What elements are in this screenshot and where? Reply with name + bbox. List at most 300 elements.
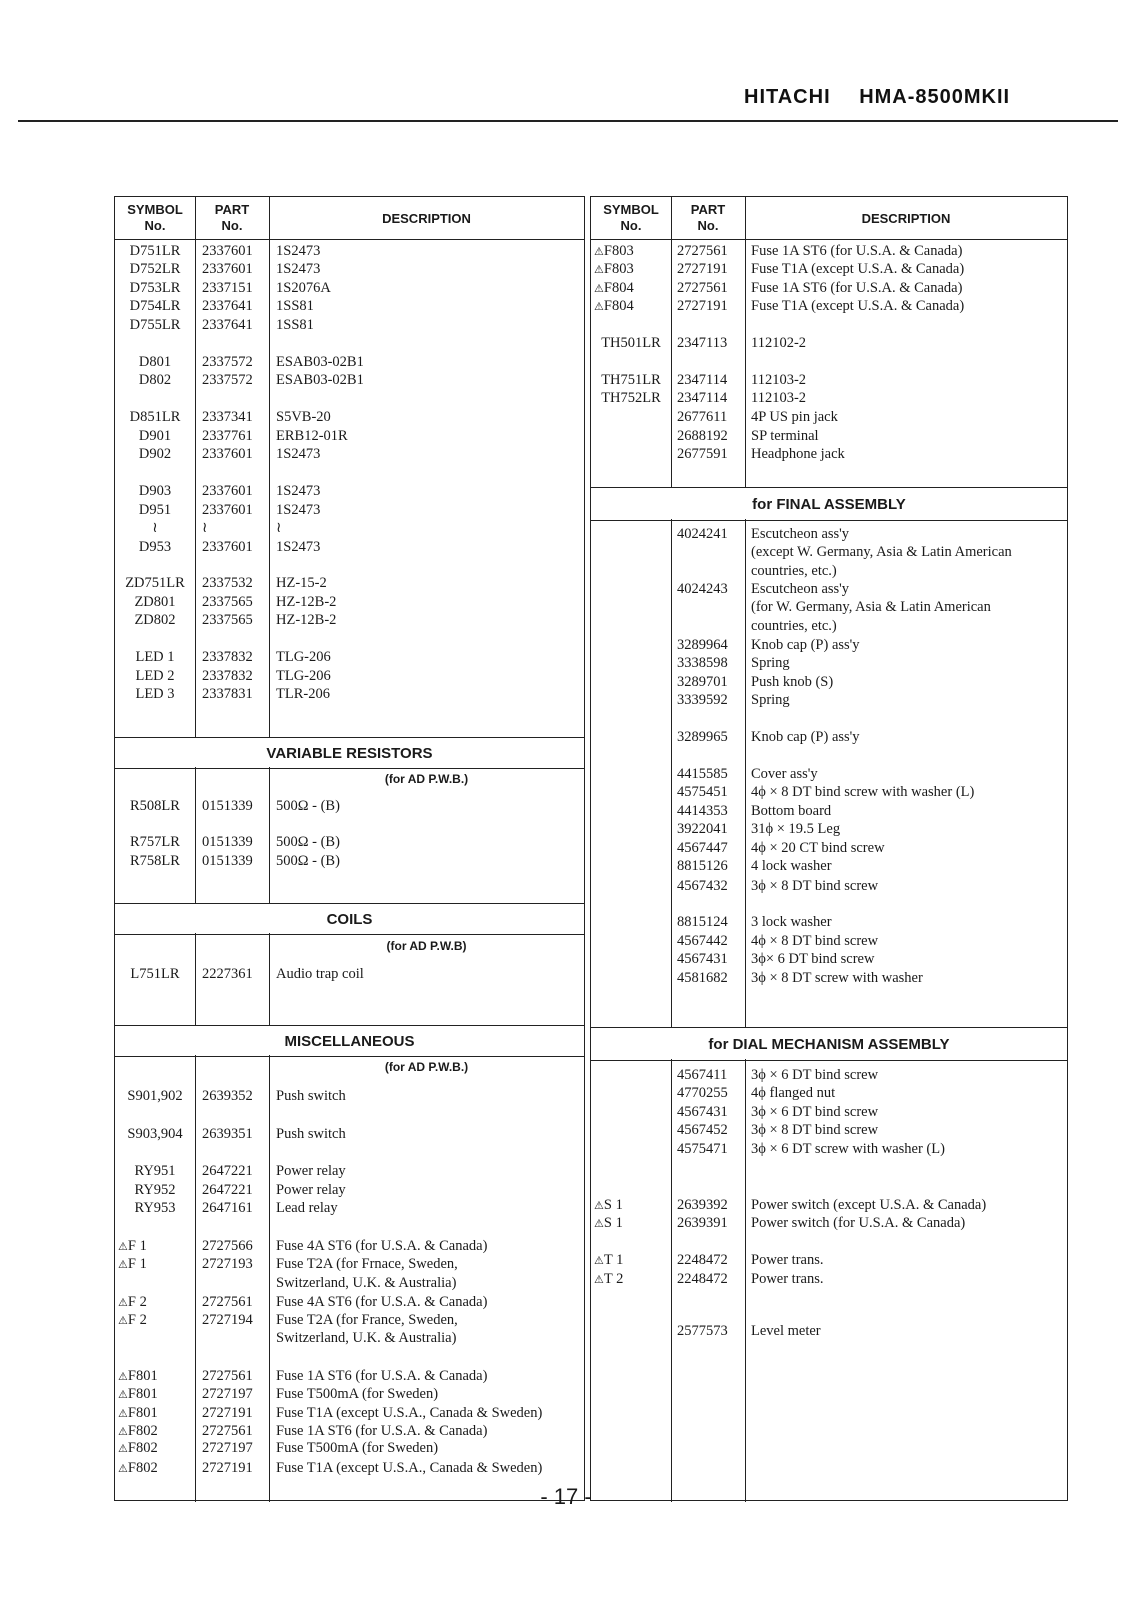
description: Fuse 1A ST6 (for U.S.A. & Canada)	[751, 243, 963, 259]
column-divider	[195, 197, 196, 737]
description: 4ϕ flanged nut	[751, 1085, 836, 1101]
part-no: 3289965	[677, 729, 728, 745]
description: 1S2473	[276, 261, 321, 277]
table-row	[591, 765, 1067, 783]
description: Power switch (except U.S.A. & Canada)	[751, 1197, 987, 1213]
description: HZ-12B-2	[276, 612, 337, 628]
symbol-no: D801	[138, 354, 172, 370]
table-row	[115, 279, 584, 297]
part-no: 3289701	[677, 674, 728, 690]
symbol-no: D901	[138, 428, 172, 444]
description: (except W. Germany, Asia & Latin American	[751, 544, 1012, 560]
table-row	[115, 297, 584, 315]
part-no: 2727194	[202, 1312, 253, 1328]
part-no: 2337601	[202, 261, 253, 277]
description: TLR-206	[276, 686, 330, 702]
table-row	[591, 1251, 1067, 1269]
part-no: 2248472	[677, 1252, 728, 1268]
description: 500Ω - (B)	[276, 853, 340, 869]
description: Push switch	[276, 1088, 346, 1104]
table-row	[115, 667, 584, 685]
header-part: PART No.	[671, 197, 745, 240]
table-row	[591, 408, 1067, 426]
part-no: 4567431	[677, 1104, 728, 1120]
table-row	[591, 371, 1067, 389]
table-row	[591, 598, 1067, 616]
part-no: 2337641	[202, 298, 253, 314]
part-no: 2688192	[677, 428, 728, 444]
part-no: 4575471	[677, 1141, 728, 1157]
table-row	[591, 334, 1067, 352]
part-no: ≀	[202, 520, 208, 536]
part-no: 2727561	[677, 243, 728, 259]
table-row	[115, 353, 584, 371]
symbol-no: TH752LR	[601, 390, 661, 406]
part-no: 2577573	[677, 1323, 728, 1339]
table-row	[115, 538, 584, 556]
warning-icon: ⚠	[118, 1389, 128, 1401]
part-no: 2727561	[677, 280, 728, 296]
table-row	[115, 1422, 584, 1440]
table-row	[591, 1214, 1067, 1232]
table-row	[115, 427, 584, 445]
description: 1SS81	[276, 317, 314, 333]
symbol-no: LED 2	[135, 668, 175, 684]
part-no: 4567431	[677, 951, 728, 967]
description: Level meter	[751, 1323, 821, 1339]
table-row	[591, 932, 1067, 950]
symbol-no: D802	[138, 372, 172, 388]
description: Fuse 4A ST6 (for U.S.A. & Canada)	[276, 1238, 488, 1254]
brand-name: HITACHI	[744, 86, 831, 108]
description: 1SS81	[276, 298, 314, 314]
table-row	[591, 242, 1067, 260]
column-divider	[269, 197, 270, 737]
section-heading: for DIAL MECHANISM ASSEMBLY	[591, 1027, 1067, 1061]
description: ERB12-01R	[276, 428, 348, 444]
part-no: 2727566	[202, 1238, 253, 1254]
description: SP terminal	[751, 428, 819, 444]
description: Fuse 1A ST6 (for U.S.A. & Canada)	[751, 280, 963, 296]
table-row	[115, 1237, 584, 1255]
table-row	[591, 580, 1067, 598]
table-row	[591, 279, 1067, 297]
part-no: 2639392	[677, 1197, 728, 1213]
symbol-no: ⚠F804	[594, 280, 634, 296]
part-no: 2248472	[677, 1271, 728, 1287]
part-no: 2337601	[202, 539, 253, 555]
description: 3ϕ × 6 DT bind screw	[751, 1104, 879, 1120]
part-no: 4567411	[677, 1067, 728, 1083]
table-row	[591, 260, 1067, 278]
table-row	[591, 783, 1067, 801]
description: 1S2473	[276, 483, 321, 499]
part-no: 0151339	[202, 834, 253, 850]
part-no: 2727191	[202, 1460, 253, 1476]
part-no: 4567432	[677, 878, 728, 894]
table-row	[115, 242, 584, 260]
symbol-no: R508LR	[130, 798, 180, 814]
table-row	[591, 950, 1067, 968]
table-row	[115, 1087, 584, 1105]
description: 3ϕ × 8 DT screw with washer	[751, 970, 923, 986]
description: 3ϕ × 6 DT bind screw	[751, 1067, 879, 1083]
part-no: 2337532	[202, 575, 253, 591]
part-no: 2347113	[677, 335, 728, 351]
table-row	[115, 501, 584, 519]
table-row	[115, 1162, 584, 1180]
part-no: 4567442	[677, 933, 728, 949]
header-symbol: SYMBOL No.	[115, 197, 195, 240]
description: 3 lock washer	[751, 914, 832, 930]
description: Audio trap coil	[276, 966, 364, 982]
table-row	[115, 574, 584, 592]
description: HZ-15-2	[276, 575, 327, 591]
symbol-no: ⚠F 1	[118, 1256, 147, 1272]
part-no: 2337151	[202, 280, 253, 296]
symbol-no: D754LR	[129, 298, 181, 314]
warning-icon: ⚠	[118, 1297, 128, 1309]
description: 1S2076A	[276, 280, 331, 296]
part-no: 2337832	[202, 649, 253, 665]
description: 3ϕ × 8 DT bind screw	[751, 878, 879, 894]
symbol-no: TH751LR	[601, 372, 661, 388]
symbol-no: ⚠T 1	[594, 1252, 624, 1268]
symbol-no: D903	[138, 483, 172, 499]
description: 1S2473	[276, 446, 321, 462]
table-row	[591, 654, 1067, 672]
header-description: DESCRIPTION	[745, 197, 1067, 240]
table-row	[591, 562, 1067, 580]
part-no: 2727191	[677, 261, 728, 277]
description: Power relay	[276, 1182, 346, 1198]
symbol-no: ⚠F803	[594, 261, 634, 277]
part-no: 2337832	[202, 668, 253, 684]
table-row	[591, 1066, 1067, 1084]
table-row	[115, 1459, 584, 1477]
part-no: 2677591	[677, 446, 728, 462]
table-row	[115, 316, 584, 334]
table-row	[591, 857, 1067, 875]
part-no: 4024241	[677, 526, 728, 542]
table-row	[591, 427, 1067, 445]
page-header	[744, 86, 1010, 109]
table-row	[591, 820, 1067, 838]
part-no: 4567452	[677, 1122, 728, 1138]
warning-icon: ⚠	[594, 301, 604, 313]
symbol-no: TH501LR	[601, 335, 661, 351]
symbol-no: D951	[138, 502, 172, 518]
symbol-no: ⚠F 2	[118, 1312, 147, 1328]
table-row	[591, 617, 1067, 635]
column-divider	[671, 197, 672, 487]
symbol-no: LED 3	[135, 686, 175, 702]
description: TLG-206	[276, 668, 331, 684]
description: countries, etc.)	[751, 618, 837, 634]
part-no: 3289964	[677, 637, 728, 653]
symbol-no: ⚠F803	[594, 243, 634, 259]
warning-icon: ⚠	[118, 1463, 128, 1475]
table-row	[115, 852, 584, 870]
part-no: 2337601	[202, 446, 253, 462]
warning-icon: ⚠	[118, 1315, 128, 1327]
table-row	[115, 371, 584, 389]
table-row	[591, 728, 1067, 746]
warning-icon: ⚠	[118, 1241, 128, 1253]
table-row	[115, 593, 584, 611]
table-row	[591, 1322, 1067, 1340]
symbol-no: ⚠F802	[118, 1423, 158, 1439]
section-heading: for FINAL ASSEMBLY	[591, 487, 1067, 521]
header-description: DESCRIPTION	[269, 197, 584, 240]
description: Push switch	[276, 1126, 346, 1142]
symbol-no: ZD802	[134, 612, 176, 628]
description: Fuse T2A (for France, Sweden,	[276, 1312, 458, 1328]
description: 4 lock washer	[751, 858, 832, 874]
warning-icon: ⚠	[118, 1426, 128, 1438]
description: S5VB-20	[276, 409, 331, 425]
part-no: 2337831	[202, 686, 253, 702]
description: 1S2473	[276, 243, 321, 259]
part-no: 2647161	[202, 1200, 253, 1216]
part-no: 4575451	[677, 784, 728, 800]
description: Knob cap (P) ass'y	[751, 637, 860, 653]
table-row	[115, 833, 584, 851]
part-no: 2727193	[202, 1256, 253, 1272]
description: (for W. Germany, Asia & Latin American	[751, 599, 991, 615]
symbol-no: RY952	[134, 1182, 176, 1198]
description: Lead relay	[276, 1200, 338, 1216]
table-row	[591, 636, 1067, 654]
table-row	[115, 1274, 584, 1292]
symbol-no: D753LR	[129, 280, 181, 296]
description: TLG-206	[276, 649, 331, 665]
table-row	[115, 519, 584, 537]
part-no: 2727561	[202, 1368, 253, 1384]
table-row	[591, 525, 1067, 543]
table-row	[115, 445, 584, 463]
table-row	[591, 1140, 1067, 1158]
description: Spring	[751, 692, 790, 708]
table-row	[115, 260, 584, 278]
table-row	[591, 1084, 1067, 1102]
part-no: 3339592	[677, 692, 728, 708]
part-no: 8815124	[677, 914, 728, 930]
table-row	[591, 691, 1067, 709]
symbol-no: LED 1	[135, 649, 175, 665]
symbol-no: ⚠F801	[118, 1368, 158, 1384]
description: Escutcheon ass'y	[751, 581, 850, 597]
part-no: 2337601	[202, 502, 253, 518]
section-heading: COILS	[115, 903, 584, 935]
part-no: 3922041	[677, 821, 728, 837]
symbol-no: D751LR	[129, 243, 181, 259]
warning-icon: ⚠	[118, 1259, 128, 1271]
description: Fuse T1A (except U.S.A. & Canada)	[751, 261, 965, 277]
symbol-no: R758LR	[130, 853, 180, 869]
part-no: 2639352	[202, 1088, 253, 1104]
description: Fuse T2A (for Frnace, Sweden,	[276, 1256, 458, 1272]
warning-icon: ⚠	[594, 264, 604, 276]
symbol-no: S903,904	[127, 1126, 183, 1142]
table-row	[591, 969, 1067, 987]
description: 1S2473	[276, 502, 321, 518]
description: ≀	[276, 520, 282, 536]
part-no: 2727191	[677, 298, 728, 314]
table-row	[115, 1367, 584, 1385]
symbol-no: RY953	[134, 1200, 176, 1216]
description: 4P US pin jack	[751, 409, 838, 425]
symbol-no: ⚠S 1	[594, 1197, 623, 1213]
warning-icon: ⚠	[118, 1443, 128, 1455]
table-row	[591, 913, 1067, 931]
symbol-no: ZD751LR	[125, 575, 185, 591]
description: 112103-2	[751, 372, 807, 388]
table-row	[591, 1121, 1067, 1139]
part-no: 2337565	[202, 612, 253, 628]
description: Spring	[751, 655, 790, 671]
part-no: 2337601	[202, 483, 253, 499]
part-no: 4770255	[677, 1085, 728, 1101]
description: Fuse T1A (except U.S.A., Canada & Sweden)	[276, 1405, 543, 1421]
warning-icon: ⚠	[594, 1255, 604, 1267]
description: HZ-12B-2	[276, 594, 337, 610]
warning-icon: ⚠	[594, 1218, 604, 1230]
table-row	[115, 1385, 584, 1403]
part-no: 2727197	[202, 1386, 253, 1402]
description: Fuse T1A (except U.S.A., Canada & Sweden)	[276, 1460, 543, 1476]
symbol-no: D953	[138, 539, 172, 555]
description: 1S2473	[276, 539, 321, 555]
description: Fuse 1A ST6 (for U.S.A. & Canada)	[276, 1368, 488, 1384]
description: Fuse T500mA (for Sweden)	[276, 1440, 439, 1456]
table-row	[115, 965, 584, 983]
table-row	[591, 877, 1067, 895]
table-row	[115, 1404, 584, 1422]
symbol-no: ZD801	[134, 594, 176, 610]
table-row	[115, 1311, 584, 1329]
symbol-no: ≀	[152, 520, 158, 536]
symbol-no: L751LR	[130, 966, 180, 982]
table-row	[115, 1439, 584, 1457]
description: Power switch (for U.S.A. & Canada)	[751, 1215, 966, 1231]
symbol-no: D851LR	[129, 409, 181, 425]
part-no: 2639351	[202, 1126, 253, 1142]
table-row	[115, 797, 584, 815]
column-divider	[745, 197, 746, 487]
table-row	[115, 1255, 584, 1273]
section-heading: MISCELLANEOUS	[115, 1025, 584, 1057]
description: Headphone jack	[751, 446, 845, 462]
table-row	[115, 1181, 584, 1199]
part-no: 2639391	[677, 1215, 728, 1231]
parts-table-left	[114, 196, 585, 1501]
description: Cover ass'y	[751, 766, 818, 782]
table-row	[591, 389, 1067, 407]
section-subheading: (for AD P.W.B.)	[384, 1060, 469, 1074]
description: Knob cap (P) ass'y	[751, 729, 860, 745]
warning-icon: ⚠	[594, 1274, 604, 1286]
description: Power trans.	[751, 1252, 824, 1268]
warning-icon: ⚠	[594, 246, 604, 258]
description: 3ϕ × 6 DT screw with washer (L)	[751, 1141, 945, 1157]
part-no: 8815126	[677, 858, 728, 874]
description: Power relay	[276, 1163, 346, 1179]
part-no: 4414353	[677, 803, 728, 819]
part-no: 2337761	[202, 428, 253, 444]
part-no: 3338598	[677, 655, 728, 671]
warning-icon: ⚠	[594, 1200, 604, 1212]
description: 500Ω - (B)	[276, 798, 340, 814]
symbol-no: D752LR	[129, 261, 181, 277]
description: 4ϕ × 8 DT bind screw	[751, 933, 879, 949]
table-row	[115, 685, 584, 703]
description: Fuse T1A (except U.S.A. & Canada)	[751, 298, 965, 314]
description: 4ϕ × 8 DT bind screw with washer (L)	[751, 784, 975, 800]
part-no: 2347114	[677, 372, 728, 388]
section-subheading: (for AD P.W.B.)	[384, 772, 469, 786]
table-row	[115, 611, 584, 629]
parts-table-right	[590, 196, 1068, 1501]
symbol-no: ⚠F802	[118, 1460, 158, 1476]
table-row	[115, 1329, 584, 1347]
description: ESAB03-02B1	[276, 372, 364, 388]
symbol-no: ⚠F801	[118, 1405, 158, 1421]
symbol-no: ⚠F802	[118, 1440, 158, 1456]
header-symbol: SYMBOL No.	[591, 197, 671, 240]
description: 3ϕ× 6 DT bind screw	[751, 951, 875, 967]
description: 4ϕ × 20 CT bind screw	[751, 840, 885, 856]
part-no: 4567447	[677, 840, 728, 856]
table-row	[591, 673, 1067, 691]
description: ESAB03-02B1	[276, 354, 364, 370]
symbol-no: D902	[138, 446, 172, 462]
description: Escutcheon ass'y	[751, 526, 850, 542]
header-part: PART No.	[195, 197, 269, 240]
symbol-no: D755LR	[129, 317, 181, 333]
warning-icon: ⚠	[118, 1408, 128, 1420]
warning-icon: ⚠	[594, 283, 604, 295]
header-rule	[18, 120, 1118, 122]
page-number: - 17 -	[540, 1484, 592, 1509]
table-row	[591, 1270, 1067, 1288]
table-row	[115, 482, 584, 500]
symbol-no: ⚠F801	[118, 1386, 158, 1402]
part-no: 2347114	[677, 390, 728, 406]
description: 31ϕ × 19.5 Leg	[751, 821, 841, 837]
table-row	[591, 802, 1067, 820]
part-no: 4581682	[677, 970, 728, 986]
part-no: 2647221	[202, 1182, 253, 1198]
part-no: 4415585	[677, 766, 728, 782]
part-no: 0151339	[202, 853, 253, 869]
table-row	[591, 1196, 1067, 1214]
model-name: HMA-8500MKII	[859, 86, 1011, 108]
table-row	[591, 543, 1067, 561]
table-row	[591, 1103, 1067, 1121]
description: Fuse 1A ST6 (for U.S.A. & Canada)	[276, 1423, 488, 1439]
description: Fuse T500mA (for Sweden)	[276, 1386, 439, 1402]
part-no: 2647221	[202, 1163, 253, 1179]
part-no: 2727191	[202, 1405, 253, 1421]
part-no: 2727561	[202, 1423, 253, 1439]
part-no: 2727561	[202, 1294, 253, 1310]
part-no: 2337572	[202, 372, 253, 388]
table-row	[115, 1199, 584, 1217]
description: countries, etc.)	[751, 563, 837, 579]
description: Switzerland, U.K. & Australia)	[276, 1275, 457, 1291]
table-row	[115, 1293, 584, 1311]
